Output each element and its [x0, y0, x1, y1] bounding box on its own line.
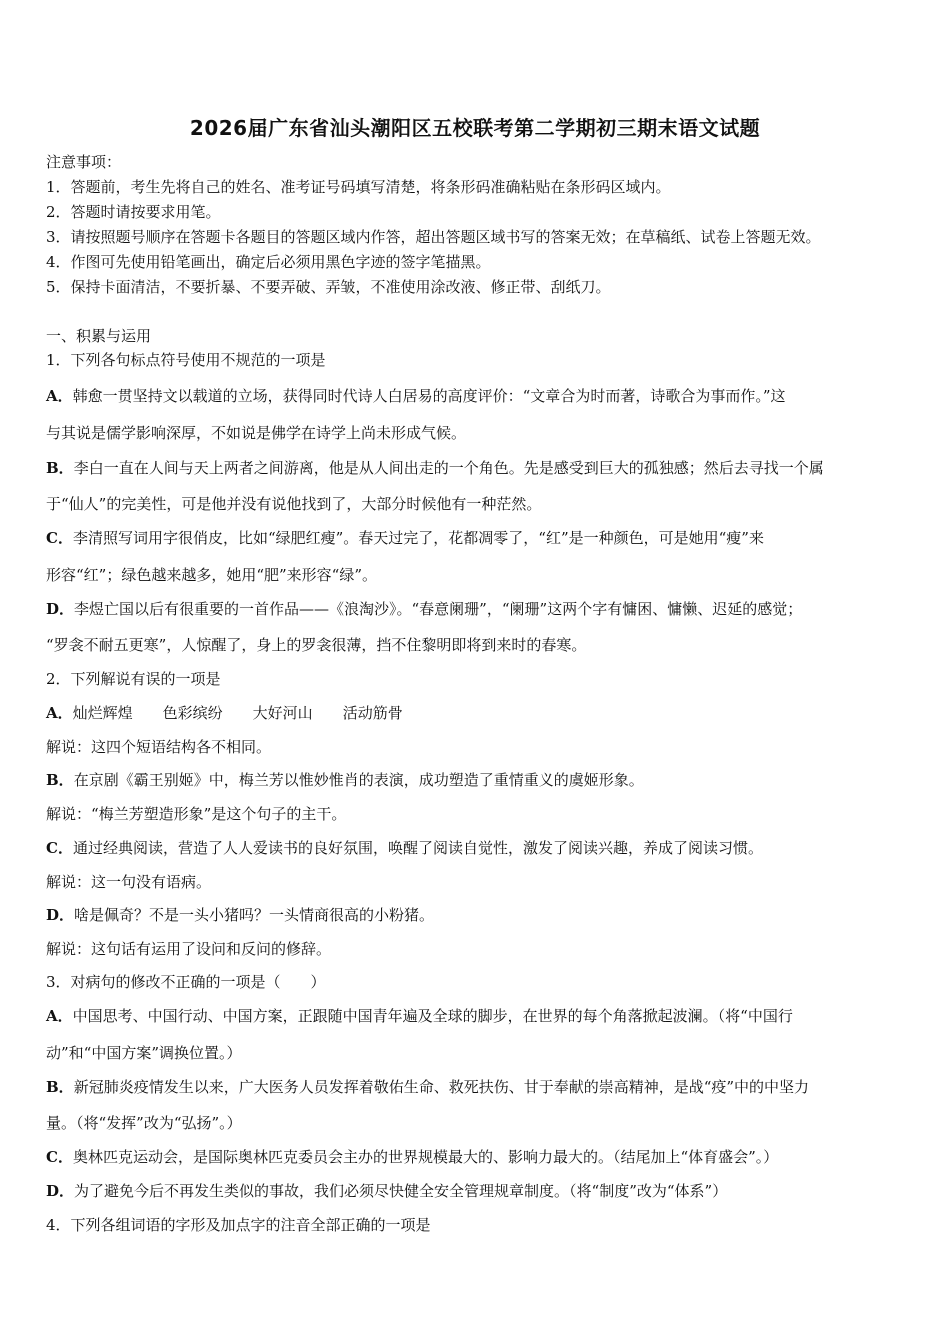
- word-2: 色彩缤纷: [162, 704, 223, 722]
- q1-option-b-cont: 于“仙人”的完美性，可是他并没有说他找到了，大部分时候他有一种茫然。: [46, 495, 542, 513]
- q2-option-c: [46, 838, 916, 858]
- option-text: 通过经典阅读，营造了人人爱读书的良好氛围，唤醒了阅读自觉性，激发了阅读兴趣，养成了阅读习惯。: [72, 839, 763, 857]
- option-label: A．: [46, 387, 73, 405]
- q1-stem: 1．下列各句标点符号使用不规范的一项是: [46, 351, 326, 369]
- option-label: D．: [46, 600, 75, 618]
- notice-heading: 注意事项：: [46, 153, 122, 171]
- q1-option-b: [46, 458, 916, 478]
- option-text: 李清照写词用字很俏皮，比如“绿肥红瘦”。春天过完了，花都凋零了，“红”是一种颜色，可是她用“瘦”来: [72, 529, 764, 547]
- q2-option-d: [46, 905, 916, 925]
- word-1: 灿烂辉煌: [72, 704, 133, 722]
- q4-stem: 4．下列各组词语的字形及加点字的注音全部正确的一项是: [46, 1216, 431, 1234]
- word-3: 大好河山: [252, 704, 313, 722]
- option-text: 为了避免今后不再发生类似的事故，我们必须尽快健全安全管理规章制度。（将“制度”改为“体系”）: [74, 1182, 728, 1200]
- option-text: 在京剧《霸王别姬》中，梅兰芳以惟妙惟肖的表演，成功塑造了重情重义的虞姬形象。: [73, 771, 644, 789]
- option-label: C．: [46, 1148, 73, 1166]
- option-text: 啥是佩奇？不是一头小猪吗？一头情商很高的小粉猪。: [74, 906, 435, 924]
- option-label: C．: [46, 839, 73, 857]
- q2-explain-c: 解说：这一句没有语病。: [46, 873, 212, 891]
- q2-explain-a: 解说：这四个短语结构各不相同。: [46, 738, 272, 756]
- q2-explain-d: 解说：这句话有运用了设问和反问的修辞。: [46, 940, 332, 958]
- q1-option-c-cont: 形容“红”；绿色越来越多，她用“肥”来形容“绿”。: [46, 566, 378, 584]
- option-text: 韩愈一贯坚持文以载道的立场，获得同时代诗人白居易的高度评价：“文章合为时而著，诗歌合为事而作。”这: [72, 387, 786, 405]
- notice-item-3: 3．请按照题号顺序在答题卡各题目的答题区域内作答，超出答题区域书写的答案无效；在草稿纸、试卷上答题无效。: [46, 228, 821, 246]
- q3-option-b-cont: 量。（将“发挥”改为“弘扬”。）: [46, 1114, 242, 1132]
- page-title: 2026届广东省汕头潮阳区五校联考第二学期初三期末语文试题: [189, 116, 761, 140]
- notice-item-1: 1．答题前，考生先将自己的姓名、准考证号码填写清楚，将条形码准确粘贴在条形码区域内。: [46, 178, 671, 196]
- q2-stem: 2．下列解说有误的一项是: [46, 670, 221, 688]
- q3-option-a-cont: 动”和“中国方案”调换位置。）: [46, 1044, 242, 1062]
- q3-option-a: [46, 1006, 916, 1026]
- option-label: C．: [46, 529, 73, 547]
- option-text: 李白一直在人间与天上两者之间游离，他是从人间出走的一个角色。先是感受到巨大的孤独感；然后去寻找一个属: [73, 459, 824, 477]
- q1-option-d: [46, 599, 916, 619]
- q3-option-c: [46, 1147, 916, 1167]
- option-text: 中国思考、中国行动、中国方案，正跟随中国青年遍及全球的脚步，在世界的每个角落掀起波澜。（将“中国行: [72, 1007, 793, 1025]
- option-text: 新冠肺炎疫情发生以来，广大医务人员发挥着敬佑生命、救死扶伤、甘于奉献的崇高精神，是战“疫”中的中坚力: [73, 1078, 810, 1096]
- notice-item-4: 4．作图可先使用铅笔画出，确定后必须用黑色字迹的签字笔描黑。: [46, 253, 491, 271]
- q3-option-d: [46, 1181, 916, 1201]
- notice-item-2: 2．答题时请按要求用笔。: [46, 203, 221, 221]
- option-label: B．: [46, 459, 74, 477]
- option-text: 奥林匹克运动会，是国际奥林匹克委员会主办的世界规模最大的、影响力最大的。（结尾加上“体育盛会”。）: [72, 1148, 779, 1166]
- option-label: A．: [46, 704, 73, 722]
- q1-option-d-cont: “罗衾不耐五更寒”，人惊醒了，身上的罗衾很薄，挡不住黎明即将到来时的春寒。: [46, 636, 587, 654]
- option-label: B．: [46, 771, 74, 789]
- section-heading: 一、积累与运用: [46, 327, 152, 345]
- q3-stem: 3．对病句的修改不正确的一项是（ ）: [46, 973, 326, 991]
- q1-option-a-cont: 与其说是儒学影响深厚，不如说是佛学在诗学上尚未形成气候。: [46, 424, 467, 442]
- q2-option-b: [46, 770, 916, 790]
- word-4: 活动筋骨: [342, 704, 403, 722]
- option-label: B．: [46, 1078, 74, 1096]
- option-label: A．: [46, 1007, 73, 1025]
- option-label: D．: [46, 1182, 75, 1200]
- q2-option-a: [46, 703, 916, 723]
- q1-option-c: [46, 528, 916, 548]
- notice-item-5: 5．保持卡面清洁，不要折暴、不要弄破、弄皱，不准使用涂改液、修正带、刮纸刀。: [46, 278, 611, 296]
- q2-explain-b: 解说：“梅兰芳塑造形象”是这个句子的主干。: [46, 805, 347, 823]
- option-text: 李煜亡国以后有很重要的一首作品——《浪淘沙》。“春意阑珊”，“阑珊”这两个字有慵困、慵懒、迟延的感觉；: [74, 600, 803, 618]
- q1-option-a: [46, 386, 916, 406]
- q3-option-b: [46, 1077, 916, 1097]
- option-label: D．: [46, 906, 75, 924]
